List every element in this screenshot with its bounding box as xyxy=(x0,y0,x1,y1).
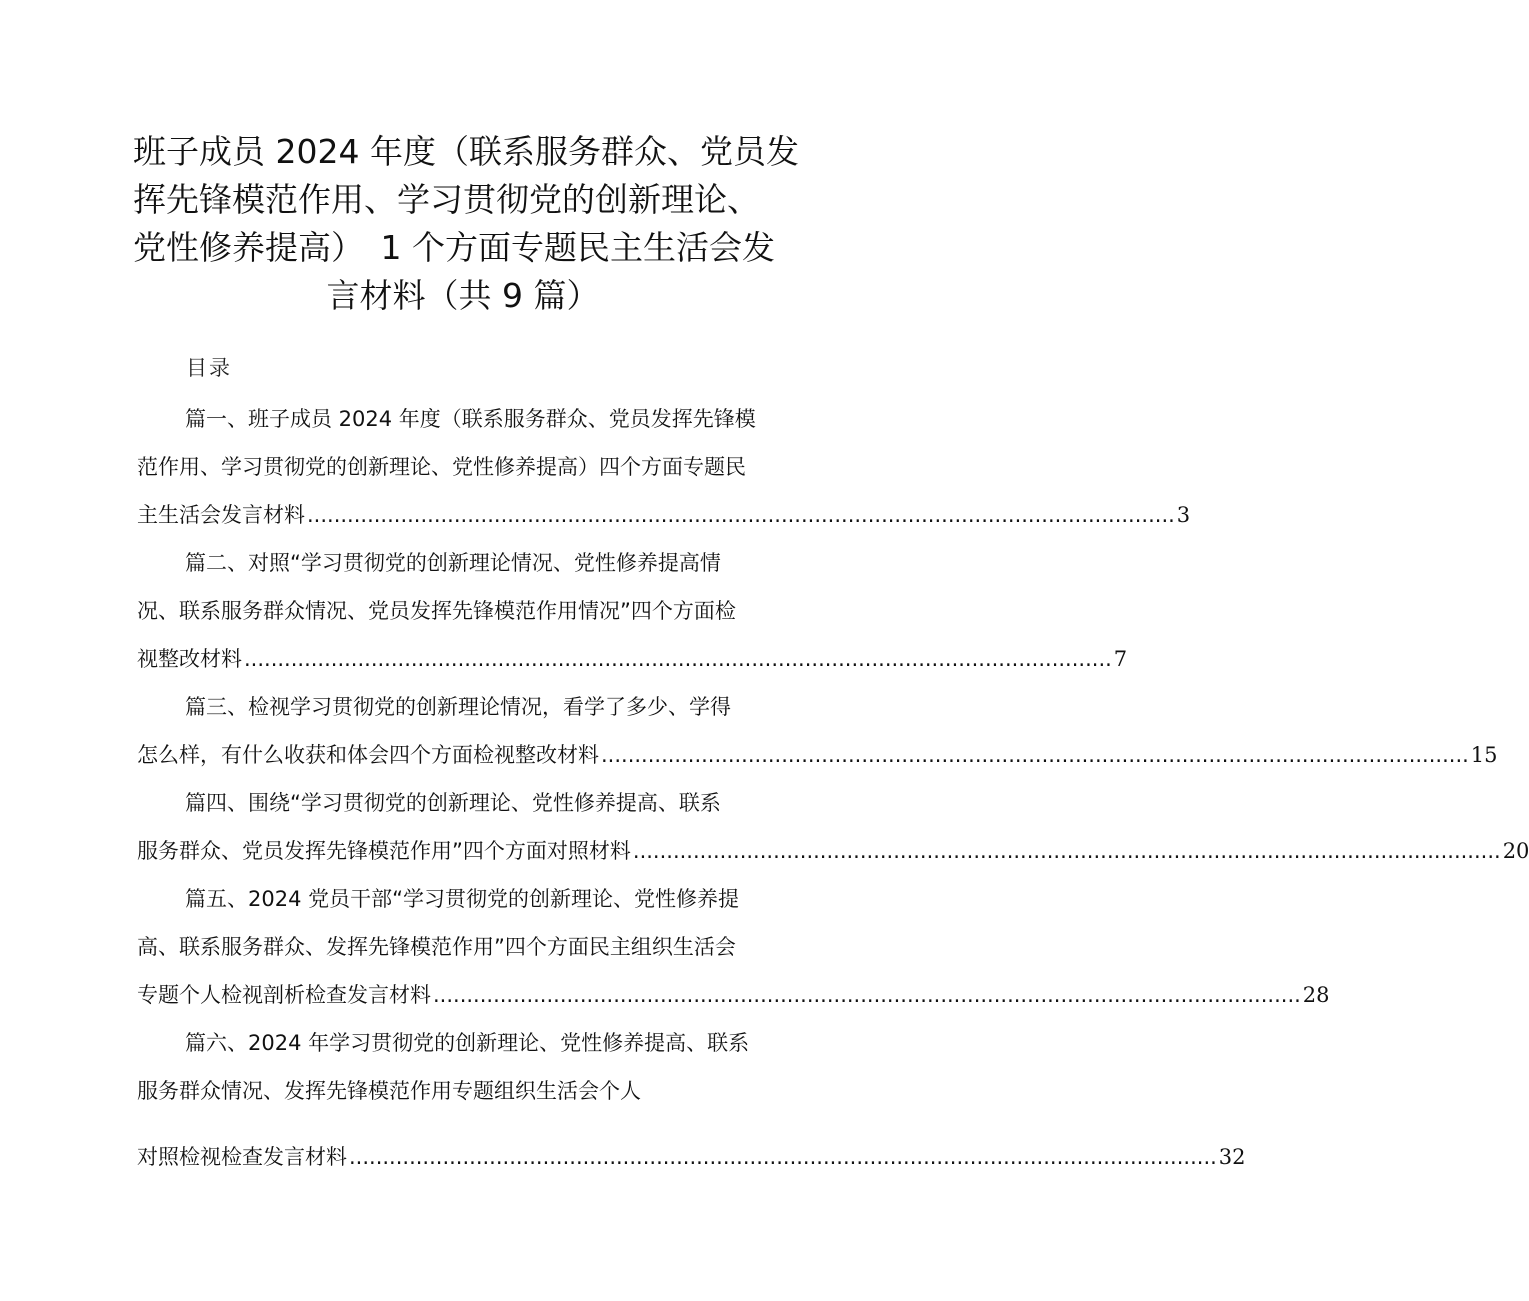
toc-entry-text: 篇三、检视学习贯彻党的创新理论情况，看学了多少、学得 xyxy=(185,695,731,719)
toc-entry-text: 篇二、对照“学习贯彻党的创新理论情况、党性修养提高情 xyxy=(185,551,721,575)
toc-entry-text: 范作用、学习贯彻党的创新理论、党性修养提高）四个方面专题民 xyxy=(137,455,746,479)
toc-page-number: 32 xyxy=(1218,1145,1246,1169)
toc-entry[interactable] xyxy=(137,395,1191,539)
toc-page-number: 15 xyxy=(1470,743,1498,767)
toc-entry-text: 对照检视检查发言材料 xyxy=(137,1145,347,1169)
toc-page-number: 28 xyxy=(1302,983,1330,1007)
dot-leader: .................................................................................................................................. xyxy=(307,503,1175,527)
toc-entry-text: 篇四、围绕“学习贯彻党的创新理论、党性修养提高、联系 xyxy=(185,791,721,815)
toc-entry-text: 专题个人检视剖析检查发言材料 xyxy=(137,983,431,1007)
toc-heading: 目录 xyxy=(186,356,232,380)
toc-entry[interactable] xyxy=(137,539,1128,683)
title-line: 党性修养提高） 1 个方面专题民主生活会发 xyxy=(133,228,775,267)
toc-entry-text: 篇一、班子成员 2024 年度（联系服务群众、党员发挥先锋模 xyxy=(185,407,756,431)
dot-leader: .................................................................................................................................. xyxy=(632,839,1501,863)
toc-page-number: 7 xyxy=(1113,647,1128,671)
toc-entry-text: 况、联系服务群众情况、党员发挥先锋模范作用情况”四个方面检 xyxy=(137,599,736,623)
toc-entry-text: 服务群众、党员发挥先锋模范作用”四个方面对照材料 xyxy=(137,839,631,863)
toc-page-number: 20 xyxy=(1502,839,1529,863)
dot-leader: .................................................................................................................................. xyxy=(433,983,1301,1007)
document-title xyxy=(133,128,799,320)
table-of-contents xyxy=(137,395,1529,1181)
toc-entry-text: 篇六、2024 年学习贯彻党的创新理论、党性修养提高、联系 xyxy=(185,1031,750,1055)
title-line: 言材料（共 9 篇） xyxy=(326,276,600,315)
dot-leader: .................................................................................................................................. xyxy=(349,1145,1217,1169)
toc-entry-text: 高、联系服务群众、发挥先锋模范作用”四个方面民主组织生活会 xyxy=(137,935,736,959)
dot-leader: .................................................................................................................................. xyxy=(244,647,1112,671)
toc-page-number: 3 xyxy=(1176,503,1191,527)
title-line: 挥先锋模范作用、学习贯彻党的创新理论、 xyxy=(133,180,760,219)
toc-entry-text: 服务群众情况、发挥先锋模范作用专题组织生活会个人 xyxy=(137,1079,641,1103)
toc-entry-text: 主生活会发言材料 xyxy=(137,503,305,527)
toc-entry[interactable] xyxy=(137,1019,1246,1181)
toc-entry[interactable] xyxy=(137,779,1529,875)
toc-entry[interactable] xyxy=(137,683,1498,779)
toc-entry[interactable] xyxy=(137,875,1330,1019)
toc-entry-text: 怎么样，有什么收获和体会四个方面检视整改材料 xyxy=(137,743,599,767)
dot-leader: .................................................................................................................................. xyxy=(601,743,1469,767)
title-line: 班子成员 2024 年度（联系服务群众、党员发 xyxy=(133,132,799,171)
toc-entry-text: 篇五、2024 党员干部“学习贯彻党的创新理论、党性修养提 xyxy=(185,887,739,911)
toc-entry-text: 视整改材料 xyxy=(137,647,242,671)
